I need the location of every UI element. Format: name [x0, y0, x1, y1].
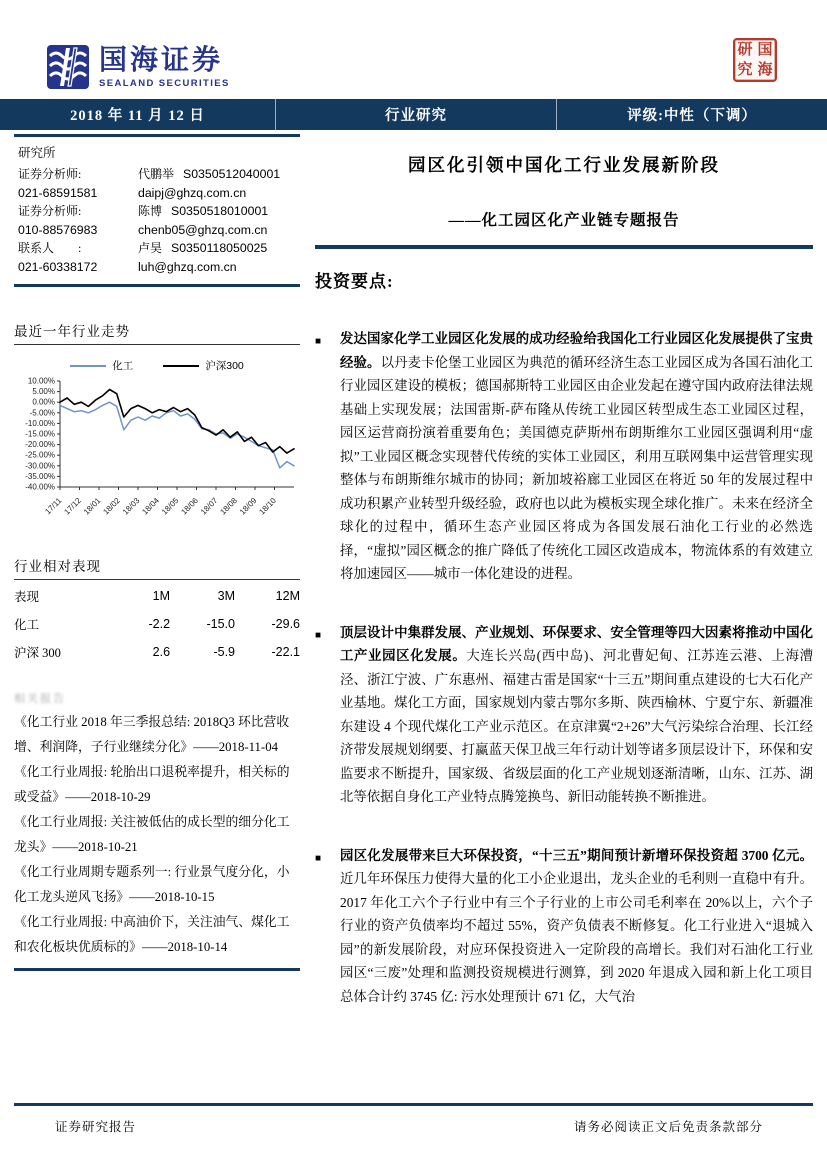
analyst-name-cert: 卢昊 S0350118050025 — [138, 241, 268, 255]
sidebar-end-rule — [14, 968, 300, 971]
chart-legend — [14, 358, 300, 373]
svg-text:18/09: 18/09 — [237, 496, 259, 517]
rating-badge: 评级:中性（下调） — [627, 108, 757, 124]
seal-char: 海 — [757, 62, 773, 78]
svg-text:-5.00%: -5.00% — [29, 408, 55, 418]
analyst-role: 联系人 : — [18, 241, 82, 255]
analyst-phone: 021-60338172 — [18, 259, 98, 274]
brand-name-cn: 国海证券 — [99, 44, 224, 76]
square-bullet-icon: ■ — [315, 336, 322, 347]
analyst-phone: 010-88576983 — [18, 222, 98, 237]
svg-text:17/11: 17/11 — [43, 496, 64, 517]
svg-text:18/03: 18/03 — [120, 496, 142, 517]
wave-logo-icon — [46, 44, 90, 90]
industry-trend-chart — [14, 358, 300, 527]
footer-left-label: 证券研究报告 — [55, 1120, 137, 1134]
related-reports-heading: 相关报告 — [14, 693, 66, 705]
svg-text:18/01: 18/01 — [81, 496, 103, 517]
seal-char: 国 — [757, 42, 773, 58]
highlight-bullet — [315, 844, 813, 1009]
svg-text:-15.00%: -15.00% — [25, 429, 55, 439]
svg-text:-10.00%: -10.00% — [25, 418, 55, 428]
research-seal-stamp-icon — [733, 38, 777, 82]
line-swatch-icon — [70, 365, 106, 367]
analyst-role: 证券分析师: — [18, 204, 82, 218]
trend-chart-heading: 最近一年行业走势 — [14, 320, 300, 345]
related-reports-list — [14, 710, 300, 960]
analyst-name-cert: 陈博 S0350518010001 — [138, 204, 269, 218]
table-row: 化工 -2.2 -15.0 -29.6 — [14, 617, 300, 632]
bullet-body: 以丹麦卡伦堡工业园区为典范的循环经济生态工业园区成为各国石油化工行业园区建设的模板；德国郝斯特工业园区由企业发起在遵守国内政府法律法规基础上实现发展；法国雷斯-萨布隆从传统工业园区转型成生态工业园区过程，园区运营商扮演着重要角色；美国德克萨斯州布朗斯维尔工业园区强调利用“虚拟”工业园区概念实现替代传统的实体工业园区，利用互联网集中运营管理实现整体与布朗斯维尔城市的协同；新加坡裕廊工业园区在将近 50 年的发展过程中成功积累产业转型升级经验，政府也以此为模板实现全球化推广。未来在经济全球化的过程中，循环生态产业园区将成为各国发展石油化工行业的必然选择，“虚拟”园区概念的推广降低了传统化工园区改造成本，物流体系的有效建立将加速园区——城市一体化建设的进程。 — [340, 354, 814, 581]
legend-item-chem: 化工 — [70, 358, 133, 373]
list-item: 《化工行业周报: 轮胎出口退税率提升，相关标的或受益》——2018-10-29 — [14, 765, 290, 804]
bullet-lead: 顶层设计中集群发展、产业规划、环保要求、安全管理等四大因素将推动中国化工产业园区化发展。 — [340, 624, 813, 663]
svg-text:18/08: 18/08 — [218, 496, 239, 517]
list-item: 《化工行业周报: 中高油价下，关注油气、煤化工和农化板块优质标的》——2018-10-14 — [14, 915, 290, 954]
footer-disclaimer: 请务必阅读正文后免责条款部分 — [573, 1120, 763, 1134]
title-bar — [0, 99, 827, 130]
brand-logo — [46, 44, 230, 90]
analyst-name-cert: 代鹏举 S0350512040001 — [138, 167, 281, 181]
performance-table — [14, 582, 300, 666]
list-item: 《化工行业 2018 年三季报总结: 2018Q3 环比营收增、利润降，子行业继续分化》——2018-11-04 — [14, 715, 290, 754]
svg-text:5.00%: 5.00% — [32, 387, 55, 397]
seal-char: 研 — [737, 42, 753, 58]
svg-text:18/02: 18/02 — [101, 496, 122, 517]
square-bullet-icon: ■ — [315, 852, 322, 864]
svg-text:-20.00%: -20.00% — [25, 440, 55, 450]
svg-text:17/12: 17/12 — [62, 496, 83, 517]
main-column — [315, 152, 813, 1008]
report-category: 行业研究 — [276, 99, 557, 130]
report-date: 2018 年 11 月 12 日 — [0, 99, 276, 130]
bullet-body: 近几年环保压力使得大量的化工小企业退出，龙头企业的毛利则一直稳中有升。2017 年化工六个子行业中有三个子行业的上市公司毛利率在 20%以上，六个子行业的资产负债率均不超过 55%，资产负债表不断修复。化工行业进入“退城入园”的新发展阶段，对应环保投资进入一定阶段的高增长。我们对石油化工行业园区“三废”处理和监测投资规模进行测算，到 2020 年退成入园和新上化工项目总体合计约 3745 亿: 污水处理预计 671 亿，大气治 — [340, 871, 813, 1004]
list-item: 《化工行业周报: 关注被低估的成长型的细分化工龙头》——2018-10-21 — [14, 815, 290, 854]
svg-text:10.00%: 10.00% — [27, 376, 55, 386]
analyst-role: 证券分析师: — [18, 167, 82, 181]
highlight-bullet — [315, 621, 813, 809]
square-bullet-icon: ■ — [315, 629, 322, 641]
svg-text:18/05: 18/05 — [159, 496, 181, 517]
highlights-heading: 投资要点: — [315, 272, 394, 291]
svg-text:18/06: 18/06 — [179, 496, 200, 517]
office-label: 研究所 — [18, 146, 56, 160]
seal-char: 究 — [737, 62, 753, 78]
perf-table-heading: 行业相对表现 — [14, 555, 300, 580]
svg-text:18/10: 18/10 — [257, 496, 278, 517]
svg-text:0.00%: 0.00% — [32, 397, 55, 407]
trend-line-chart — [14, 375, 300, 527]
analyst-phone: 021-68591581 — [18, 185, 98, 200]
analyst-email: luh@ghzq.com.cn — [138, 259, 237, 274]
page-subtitle: ——化工园区化产业链专题报告 — [448, 212, 680, 229]
table-row: 沪深 300 2.6 -5.9 -22.1 — [14, 645, 300, 660]
svg-text:18/07: 18/07 — [198, 496, 220, 517]
svg-text:-35.00%: -35.00% — [25, 471, 55, 481]
brand-name-en: SEALAND SECURITIES — [99, 77, 230, 89]
sidebar-column — [14, 134, 300, 971]
list-item: 《化工行业周期专题系列一: 行业景气度分化，小化工龙头逆风飞扬》——2018-10-15 — [14, 865, 290, 904]
analyst-email: chenb05@ghzq.com.cn — [138, 222, 268, 237]
bullet-lead: 发达国家化学工业园区化发展的成功经验给我国化工行业园区化发展提供了宝贵经验。 — [340, 331, 813, 370]
analyst-info-box — [14, 134, 300, 287]
svg-text:-40.00%: -40.00% — [25, 482, 55, 492]
line-swatch-icon — [163, 365, 199, 367]
bullet-body: 大连长兴岛(西中岛)、河北曹妃甸、江苏连云港、上海漕泾、浙江宁波、广东惠州、福建古雷是国家“十三五”期间重点建设的七大石化产业基地。煤化工方面，国家规划内蒙古鄂尔多斯、陕西榆林、宁夏宁东、新疆准东建设 4 个现代煤化工产业示范区。在京津翼“2+26”大气污染综合治理、长江经济带发展规划纲要、打赢蓝天保卫战三年行动计划等诸多顶层设计下，环保和安监要求不断提升，国家级、省级层面的化工产业规划逐渐清晰，山东、江苏、湖北等依据自身化工产业特点腾笼换鸟、新旧动能转换不断推进。 — [340, 648, 813, 804]
legend-item-hs300: 沪深300 — [163, 358, 244, 373]
analyst-email: daipj@ghzq.com.cn — [138, 185, 247, 200]
page-title: 园区化引领中国化工行业发展新阶段 — [408, 155, 720, 175]
table-header-row: 表现 1M 3M 12M — [14, 589, 300, 604]
title-rule — [315, 245, 813, 249]
svg-text:-25.00%: -25.00% — [25, 450, 55, 460]
footer-rule — [14, 1103, 813, 1106]
svg-text:18/04: 18/04 — [140, 496, 161, 517]
highlight-bullet — [315, 327, 813, 586]
svg-text:-30.00%: -30.00% — [25, 461, 55, 471]
bullet-lead: 园区化发展带来巨大环保投资，“十三五”期间预计新增环保投资超 3700 亿元。 — [340, 847, 813, 863]
